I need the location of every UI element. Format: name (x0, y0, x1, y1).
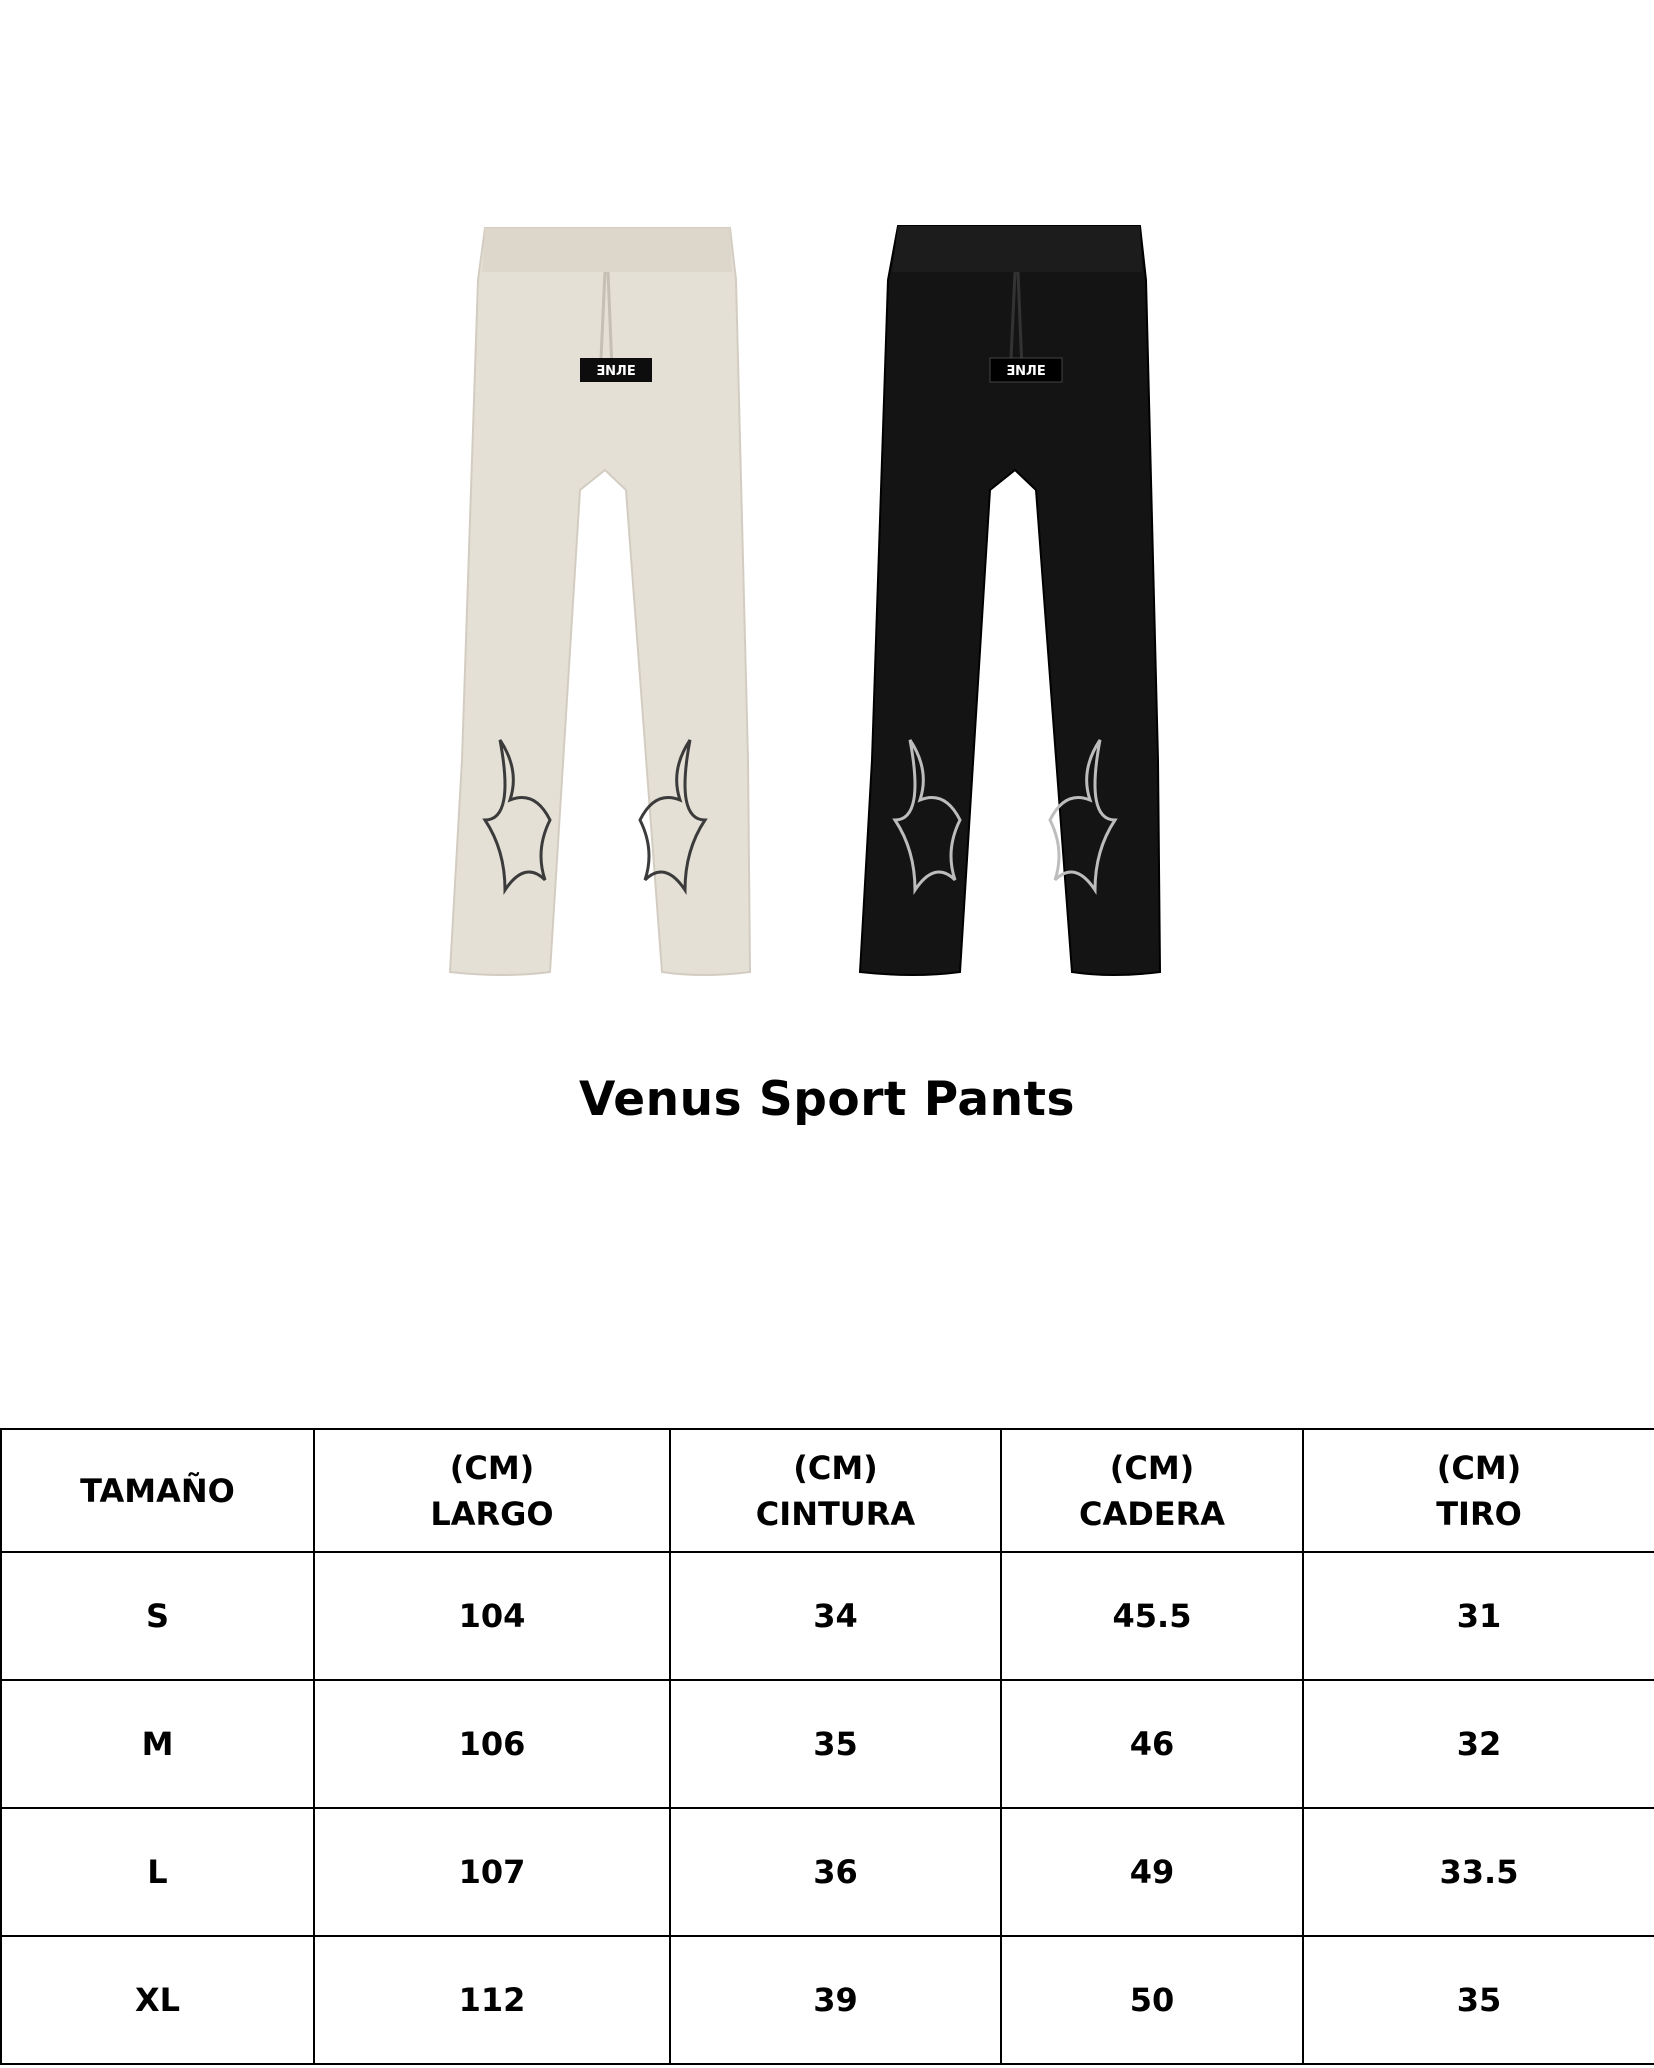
cintura-cell: 39 (670, 1936, 1001, 2064)
largo-cell: 106 (314, 1680, 670, 1808)
header-unit: (CM) (1109, 1448, 1195, 1487)
tiro-cell: 32 (1303, 1680, 1654, 1808)
largo-cell: 104 (314, 1552, 670, 1680)
header-label: TAMAÑO (80, 1471, 235, 1510)
table-row (1, 1936, 1654, 2064)
header-label: TIRO (1436, 1494, 1522, 1533)
svg-text:ƎNЛE: ƎNЛE (1006, 364, 1046, 379)
largo-cell: 107 (314, 1808, 670, 1936)
size-cell: L (1, 1808, 314, 1936)
table-row (1, 1808, 1654, 1936)
size-cell: XL (1, 1936, 314, 2064)
beige-pants (450, 228, 750, 975)
size-chart-table (0, 1428, 1654, 2065)
cadera-cell: 49 (1001, 1808, 1303, 1936)
header-cadera (1001, 1429, 1303, 1552)
header-unit: (CM) (1436, 1448, 1522, 1487)
header-label: LARGO (430, 1494, 554, 1533)
header-tiro (1303, 1429, 1654, 1552)
size-cell: M (1, 1680, 314, 1808)
product-title: Venus Sport Pants (578, 1072, 1076, 1127)
header-label: CADERA (1078, 1494, 1226, 1533)
header-unit: (CM) (793, 1448, 878, 1487)
black-pants (860, 226, 1160, 975)
header-size (1, 1429, 314, 1552)
tiro-cell: 35 (1303, 1936, 1654, 2064)
cintura-cell: 34 (670, 1552, 1001, 1680)
largo-cell: 112 (314, 1936, 670, 2064)
header-unit: (CM) (449, 1448, 535, 1487)
cadera-cell: 45.5 (1001, 1552, 1303, 1680)
cintura-cell: 36 (670, 1808, 1001, 1936)
cadera-cell: 50 (1001, 1936, 1303, 2064)
cadera-cell: 46 (1001, 1680, 1303, 1808)
svg-text:ƎNЛE: ƎNЛE (596, 364, 636, 379)
header-cintura (670, 1429, 1001, 1552)
tiro-cell: 33.5 (1303, 1808, 1654, 1936)
product-image (430, 220, 1250, 980)
cintura-cell: 35 (670, 1680, 1001, 1808)
table-header-row (1, 1429, 1654, 1552)
table-row (1, 1552, 1654, 1680)
size-cell: S (1, 1552, 314, 1680)
tiro-cell: 31 (1303, 1552, 1654, 1680)
header-largo (314, 1429, 670, 1552)
header-label: CINTURA (755, 1494, 916, 1533)
table-row (1, 1680, 1654, 1808)
